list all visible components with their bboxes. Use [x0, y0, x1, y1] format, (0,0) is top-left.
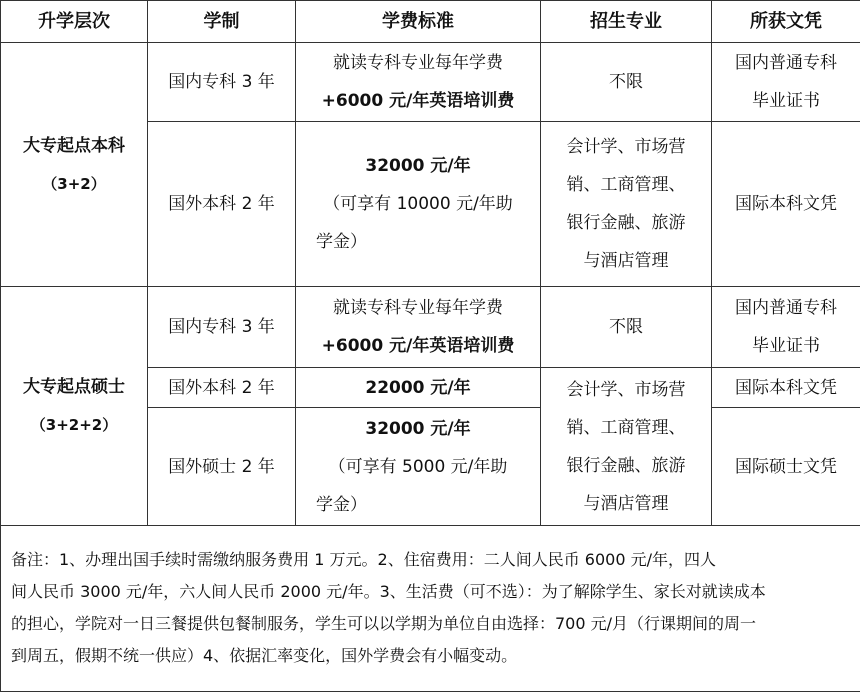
diploma-line: 国内普通专科 [735, 298, 837, 318]
header-duration: 学制 [148, 1, 296, 43]
level-name: 大专起点本科 [23, 135, 125, 156]
header-fee: 学费标准 [296, 1, 541, 43]
diploma-cell [712, 43, 860, 122]
duration-cell: 国内专科 3 年 [148, 43, 296, 122]
major-cell [541, 122, 712, 287]
fee-line: （可享有 10000 元/年助 [323, 194, 513, 214]
diploma-line: 国内普通专科 [735, 53, 837, 73]
major-line: 银行金融、旅游 [566, 455, 686, 476]
fee-cell [296, 287, 541, 368]
table-row [1, 43, 860, 122]
level-cell [1, 287, 148, 526]
note-line: 的担心，学院对一日三餐提供包餐制服务，学生可以以学期为单位自由选择：700 元/月（行课期间的周一 [11, 613, 757, 633]
note-line: 间人民币 3000 元/年，六人间人民币 2000 元/年。3、生活费（可不选）：为了解除学生、家长对就读成本 [11, 581, 766, 601]
major-cell: 不限 [541, 287, 712, 368]
duration-cell: 国外本科 2 年 [148, 368, 296, 408]
major-line: 销、工商管理、 [566, 175, 686, 195]
fee-line: 32000 元/年 [365, 156, 471, 176]
diploma-line: 毕业证书 [752, 91, 820, 111]
diploma-cell [712, 287, 860, 368]
major-cell: 不限 [541, 43, 712, 122]
major-line: 会计学、市场营 [566, 137, 686, 157]
fee-line: +6000 元/年英语培训费 [321, 91, 515, 111]
level-code: （3+2） [42, 174, 106, 193]
major-line: 会计学、市场营 [566, 379, 686, 400]
note-row [1, 526, 860, 692]
fee-line: 就读专科专业每年学费 [333, 298, 503, 318]
major-line: 银行金融、旅游 [566, 213, 686, 233]
fee-cell: 22000 元/年 [296, 368, 541, 408]
fee-line: （可享有 5000 元/年助 [328, 456, 508, 477]
fee-line: 就读专科专业每年学费 [333, 53, 503, 73]
header-major: 招生专业 [541, 1, 712, 43]
note-line: 到周五，假期不统一供应）4、依据汇率变化，国外学费会有小幅变动。 [11, 645, 518, 665]
major-line: 与酒店管理 [583, 251, 669, 271]
fee-cell [296, 122, 541, 287]
duration-cell: 国外本科 2 年 [148, 122, 296, 287]
diploma-cell: 国际本科文凭 [712, 368, 860, 408]
fee-cell [296, 408, 541, 526]
fee-cell [296, 43, 541, 122]
duration-cell: 国外硕士 2 年 [148, 408, 296, 526]
header-row [1, 1, 860, 43]
major-line: 销、工商管理、 [566, 417, 686, 438]
level-cell [1, 43, 148, 287]
fee-line: 学金） [316, 494, 367, 515]
header-diploma: 所获文凭 [712, 1, 860, 43]
diploma-cell: 国际本科文凭 [712, 122, 860, 287]
header-level: 升学层次 [1, 1, 148, 43]
major-cell [541, 368, 712, 526]
fee-line: +6000 元/年英语培训费 [321, 336, 515, 356]
fee-line: 32000 元/年 [365, 418, 471, 439]
level-name: 大专起点硕士 [23, 377, 125, 397]
diploma-cell: 国际硕士文凭 [712, 408, 860, 526]
duration-cell: 国内专科 3 年 [148, 287, 296, 368]
table-row [1, 287, 860, 368]
level-code: （3+2+2） [30, 416, 118, 434]
note-line: 备注：1、办理出国手续时需缴纳服务费用 1 万元。2、住宿费用：二人间人民币 6000 元/年，四人 [11, 549, 716, 569]
major-line: 与酒店管理 [583, 493, 669, 514]
fee-line: 学金） [316, 232, 367, 252]
note-cell [1, 526, 860, 692]
diploma-line: 毕业证书 [752, 336, 820, 356]
